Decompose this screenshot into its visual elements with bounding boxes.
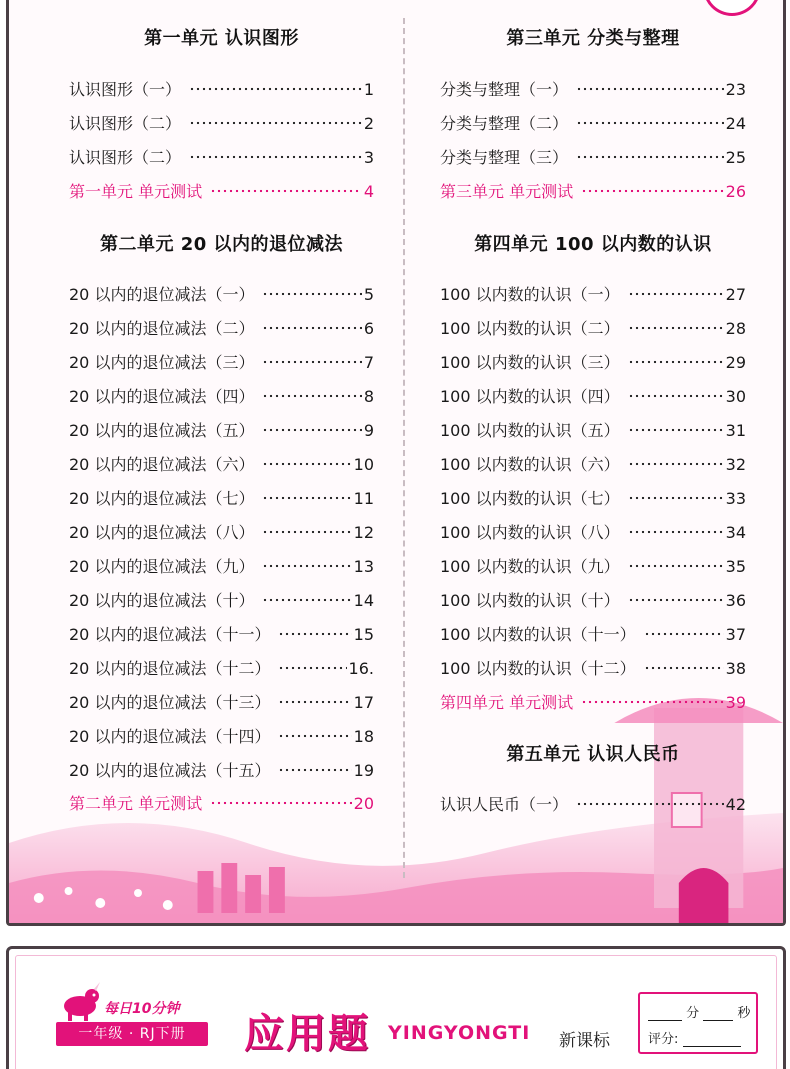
leader-dots	[628, 394, 724, 398]
leader-dots	[189, 155, 362, 159]
entry-page-number: 23	[725, 80, 746, 99]
entry-label: 第二单元 单元测试	[69, 794, 203, 813]
entry-page-number: 29	[725, 353, 746, 372]
series-brand-text: 每日10分钟	[104, 1001, 180, 1017]
toc-entry[interactable]	[440, 656, 746, 679]
entry-label: 认识人民币（一）	[440, 795, 569, 814]
leader-dots	[278, 632, 351, 636]
book-title: 应用题	[244, 1010, 370, 1057]
entry-page-number: 33	[725, 489, 746, 508]
entry-label: 认识图形（二）	[69, 148, 182, 167]
entry-page-number: 7	[363, 353, 374, 372]
entry-label: 20 以内的退位减法（十四）	[69, 727, 271, 746]
leader-dots	[576, 802, 724, 806]
toc-entry[interactable]	[440, 316, 746, 339]
leader-dots	[628, 360, 724, 364]
entry-label: 100 以内数的认识（十二）	[440, 659, 636, 678]
leader-dots	[628, 326, 724, 330]
toc-entry[interactable]	[440, 792, 746, 815]
entry-label: 100 以内数的认识（十一）	[440, 625, 636, 644]
unicorn-icon	[56, 982, 104, 1022]
unit-title: 第五单元 认识人民币	[506, 744, 680, 765]
leader-dots	[262, 360, 361, 364]
entry-page-number: 4	[363, 182, 374, 201]
entry-label: 第一单元 单元测试	[69, 182, 203, 201]
entry-label: 100 以内数的认识（一）	[440, 285, 620, 304]
entry-page-number: 10	[353, 455, 374, 474]
entry-label: 分类与整理（一）	[440, 80, 569, 99]
leader-dots	[576, 87, 724, 91]
entry-page-number: 2	[363, 114, 374, 133]
toc-entry[interactable]	[69, 384, 374, 407]
toc-entry[interactable]	[69, 486, 374, 509]
entry-label: 100 以内数的认识（二）	[440, 319, 620, 338]
entry-page-number: 12	[353, 523, 374, 542]
toc-entry[interactable]	[440, 77, 746, 100]
entry-page-number: 13	[353, 557, 374, 576]
leader-dots	[628, 462, 724, 466]
entry-label: 分类与整理（三）	[440, 148, 569, 167]
entry-label: 20 以内的退位减法（五）	[69, 421, 255, 440]
toc-entry[interactable]	[69, 724, 374, 747]
toc-entry[interactable]	[440, 588, 746, 611]
entry-page-number: 36	[725, 591, 746, 610]
leader-dots	[628, 564, 724, 568]
entry-label: 认识图形（二）	[69, 114, 182, 133]
entry-page-number: 30	[725, 387, 746, 406]
leader-dots	[262, 598, 351, 602]
entry-label: 20 以内的退位减法（十二）	[69, 659, 271, 678]
header-frame	[15, 955, 777, 1069]
entry-page-number: 38	[725, 659, 746, 678]
entry-page-number: 27	[725, 285, 746, 304]
entry-label: 20 以内的退位减法（六）	[69, 455, 255, 474]
leader-dots	[262, 326, 361, 330]
toc-entry[interactable]	[69, 452, 374, 475]
entry-page-number: 42	[725, 795, 746, 814]
entry-page-number: 11	[353, 489, 374, 508]
toc-entry[interactable]	[69, 656, 374, 679]
toc-entry[interactable]	[69, 758, 374, 781]
leader-dots	[262, 292, 361, 296]
leader-dots	[576, 155, 724, 159]
leader-dots	[628, 598, 724, 602]
entry-page-number: 9	[363, 421, 374, 440]
edition-label: 新课标	[559, 1031, 610, 1051]
entry-label: 20 以内的退位减法（七）	[69, 489, 255, 508]
entry-label: 100 以内数的认识（九）	[440, 557, 620, 576]
score-row	[648, 1028, 741, 1047]
entry-label: 20 以内的退位减法（九）	[69, 557, 255, 576]
toc-entry[interactable]	[69, 520, 374, 543]
leader-dots	[262, 394, 361, 398]
leader-dots	[210, 801, 352, 805]
toc-entry-unit-test[interactable]	[440, 179, 746, 202]
entry-page-number: 20	[353, 794, 374, 813]
toc-entry[interactable]	[440, 350, 746, 373]
leader-dots	[581, 189, 724, 193]
leader-dots	[581, 700, 724, 704]
entry-page-number: 31	[725, 421, 746, 440]
leader-dots	[189, 87, 362, 91]
unit-title: 第四单元 100 以内数的认识	[474, 234, 712, 255]
entry-label: 20 以内的退位减法（一）	[69, 285, 255, 304]
unit-title: 第三单元 分类与整理	[506, 28, 680, 49]
minutes-blank[interactable]	[648, 1007, 682, 1021]
entry-label: 第四单元 单元测试	[440, 693, 574, 712]
leader-dots	[262, 428, 361, 432]
leader-dots	[576, 121, 724, 125]
next-page-header-strip	[6, 946, 786, 1069]
leader-dots	[189, 121, 362, 125]
score-blank[interactable]	[683, 1033, 741, 1047]
leader-dots	[278, 666, 346, 670]
leader-dots	[262, 462, 351, 466]
entry-label: 100 以内数的认识（六）	[440, 455, 620, 474]
entry-label: 20 以内的退位减法（十）	[69, 591, 255, 610]
toc-entry[interactable]	[440, 111, 746, 134]
unit-title: 第一单元 认识图形	[144, 28, 299, 49]
toc-entry[interactable]	[69, 350, 374, 373]
minutes-unit: 分	[686, 1006, 700, 1021]
entry-page-number: 15	[353, 625, 374, 644]
leader-dots	[644, 666, 724, 670]
entry-page-number: 14	[353, 591, 374, 610]
entry-label: 20 以内的退位减法（十三）	[69, 693, 271, 712]
entry-label: 20 以内的退位减法（四）	[69, 387, 255, 406]
table-of-contents-page	[6, 0, 786, 926]
entry-page-number: 5	[363, 285, 374, 304]
seconds-unit: 秒	[737, 1006, 751, 1021]
toc-entry[interactable]	[69, 145, 374, 168]
entry-page-number: 1	[363, 80, 374, 99]
toc-entry[interactable]	[440, 145, 746, 168]
entry-page-number: 6	[363, 319, 374, 338]
toc-entry[interactable]	[440, 282, 746, 305]
entry-label: 分类与整理（二）	[440, 114, 569, 133]
toc-entry[interactable]	[440, 452, 746, 475]
unit-title: 第二单元 20 以内的退位减法	[99, 234, 344, 255]
toc-entry[interactable]	[69, 77, 374, 100]
leader-dots	[628, 530, 724, 534]
seconds-blank[interactable]	[703, 1007, 733, 1021]
entry-label: 100 以内数的认识（三）	[440, 353, 620, 372]
leader-dots	[262, 496, 351, 500]
entry-label: 第三单元 单元测试	[440, 182, 574, 201]
leader-dots	[278, 700, 351, 704]
toc-entry[interactable]	[440, 384, 746, 407]
toc-entry-unit-test[interactable]	[69, 179, 374, 202]
entry-page-number: 16.	[348, 659, 374, 678]
entry-label: 100 以内数的认识（七）	[440, 489, 620, 508]
toc-entry[interactable]	[440, 554, 746, 577]
toc-entry[interactable]	[69, 690, 374, 713]
entry-page-number: 39	[725, 693, 746, 712]
entry-label: 20 以内的退位减法（三）	[69, 353, 255, 372]
series-logo	[56, 982, 216, 1052]
score-label: 评分:	[648, 1032, 679, 1047]
toc-entry[interactable]	[69, 316, 374, 339]
leader-dots	[278, 768, 351, 772]
leader-dots	[278, 734, 351, 738]
leader-dots	[644, 632, 724, 636]
grade-banner: 一年级 · RJ下册	[56, 1022, 208, 1046]
toc-entry[interactable]	[69, 111, 374, 134]
entry-label: 认识图形（一）	[69, 80, 182, 99]
entry-label: 100 以内数的认识（五）	[440, 421, 620, 440]
book-title-pinyin: YINGYONGTI	[388, 1022, 531, 1044]
entry-page-number: 8	[363, 387, 374, 406]
entry-page-number: 26	[725, 182, 746, 201]
entry-label: 20 以内的退位减法（十一）	[69, 625, 271, 644]
toc-entry[interactable]	[440, 520, 746, 543]
toc-entry[interactable]	[69, 554, 374, 577]
entry-page-number: 3	[363, 148, 374, 167]
entry-page-number: 34	[725, 523, 746, 542]
timing-score-box	[638, 992, 758, 1054]
entry-page-number: 35	[725, 557, 746, 576]
leader-dots	[628, 428, 724, 432]
toc-entry[interactable]	[440, 418, 746, 441]
toc-entry[interactable]	[440, 622, 746, 645]
toc-entry-unit-test[interactable]	[69, 791, 374, 814]
column-divider	[403, 18, 405, 878]
toc-entry[interactable]	[440, 486, 746, 509]
entry-page-number: 37	[725, 625, 746, 644]
entry-label: 20 以内的退位减法（八）	[69, 523, 255, 542]
toc-entry-unit-test[interactable]	[440, 690, 746, 713]
entry-page-number: 17	[353, 693, 374, 712]
entry-label: 100 以内数的认识（十）	[440, 591, 620, 610]
toc-entry[interactable]	[69, 588, 374, 611]
toc-entry[interactable]	[69, 418, 374, 441]
entry-page-number: 18	[353, 727, 374, 746]
entry-page-number: 25	[725, 148, 746, 167]
toc-entry[interactable]	[69, 622, 374, 645]
entry-label: 20 以内的退位减法（二）	[69, 319, 255, 338]
entry-page-number: 32	[725, 455, 746, 474]
leader-dots	[210, 189, 362, 193]
toc-entry[interactable]	[69, 282, 374, 305]
entry-page-number: 19	[353, 761, 374, 780]
corner-decoration	[703, 0, 761, 16]
entry-page-number: 28	[725, 319, 746, 338]
leader-dots	[628, 496, 724, 500]
entry-label: 100 以内数的认识（四）	[440, 387, 620, 406]
time-row	[648, 1002, 750, 1021]
leader-dots	[262, 564, 351, 568]
leader-dots	[628, 292, 724, 296]
entry-page-number: 24	[725, 114, 746, 133]
leader-dots	[262, 530, 351, 534]
entry-label: 100 以内数的认识（八）	[440, 523, 620, 542]
entry-label: 20 以内的退位减法（十五）	[69, 761, 271, 780]
